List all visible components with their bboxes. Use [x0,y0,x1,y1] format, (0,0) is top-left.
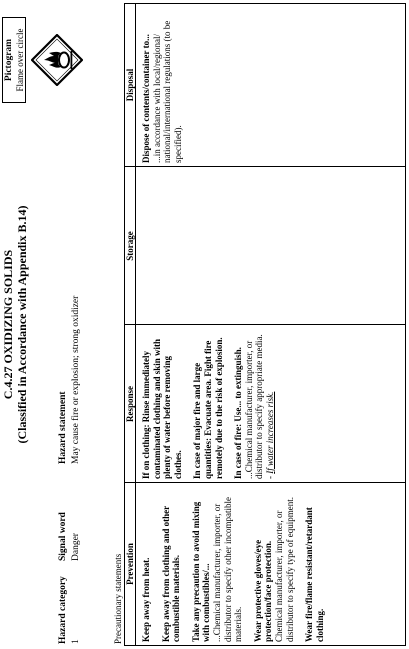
disposal-note: ...in accordance with local/regional/ national/international regulations (to be specified). [151,20,183,163]
column-divider [125,166,405,167]
pictogram-box [2,17,26,103]
precautionary-statements-label: Precautionary statements [113,553,123,644]
response-statement: If on clothing: Rinse immediately contaminated clothing and skin with plenty of water before removing clothes. [141,338,183,479]
column-header-disposal: Disposal [125,68,135,102]
hazard-statement-value: May cause fire or explosion; strong oxidizer [71,295,81,464]
disposal-statement: Dispose of contents/container to... [141,34,151,163]
prevention-statement: Keep away from clothing and other combustible materials. [160,506,182,642]
column-header-prevention: Prevention [125,543,135,585]
prevention-statement: Wear fire/flame resistant/retardant clothing. [304,507,325,642]
response-note-condition: If water increases risk. [264,391,275,474]
document-title: C.4.27 OXIDIZING SOLIDS [1,249,15,400]
hazard-category-value: 1 [71,639,81,644]
hazard-category-label: Hazard category [58,576,68,644]
response-note: ...Chemical manufacturer, importer, or distributor to specify appropriate media. [243,334,265,479]
column-divider [125,324,405,325]
prevention-cell [141,486,334,642]
response-statement: In case of major fire and large quantities: Evacuate area. Fight fire remotely due to the risk of explosion. [192,337,224,479]
prevention-statement: Take any precaution to avoid mixing with combustibles/... [190,501,212,642]
column-divider [125,482,405,483]
column-header-storage: Storage [125,231,135,261]
prevention-note: Chemical manufacturer, importer, or distributor to specify type of equipment. [273,497,295,642]
prevention-statement: Wear protective gloves/eye protection/face protection. [252,539,274,642]
pictogram-sublabel: Flame over circle [15,28,25,92]
prevention-note: ...Chemical manufacturer, importer, or distributor to specify other incompatible materials. [211,497,244,642]
signal-word-value: Danger [71,533,81,561]
pictogram-label: Pictogram [4,38,14,82]
disposal-cell [141,7,192,163]
precautionary-table [124,3,406,646]
prevention-statement: Keep away from heat. [141,557,151,642]
response-cell [141,329,285,479]
response-statement: In case of fire: Use... to extinguish. [233,347,244,479]
hazard-statement-label: Hazard statement [58,391,68,464]
column-header-response: Response [125,386,135,423]
flame-over-circle-icon [31,34,83,86]
response-note-dash: - [264,473,275,479]
document-subtitle: (Classified in Accordance with Appendix B.14) [15,205,29,444]
signal-word-label: Signal word [58,512,68,561]
